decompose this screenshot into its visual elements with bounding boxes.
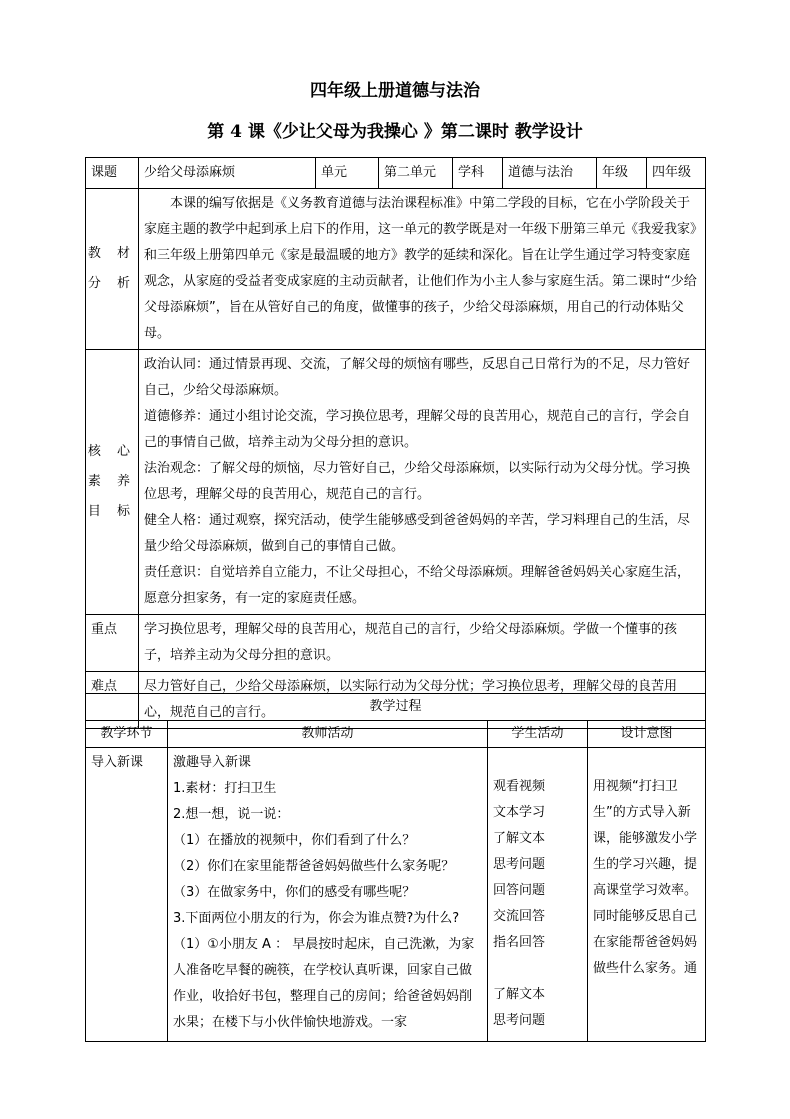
document-title: 四年级上册道德与法治 [310, 81, 480, 101]
core-goal-item: 道德修养：通过小组讨论交流，学习换位思考，理解父母的良苦用心，规范自己的言行，学会自己的事情自己做，培养主动为父母分担的意识。 [144, 409, 691, 450]
process-header: 教学过程 [86, 694, 706, 721]
label-topic: 课题 [86, 158, 139, 189]
design-intent: 用视频“打扫卫生”的方式导入新课，能够激发小学生的学习兴趣，提高课堂学习效率。同时能够反思自己在家能帮爸爸妈妈做些什么家务。通 [588, 748, 706, 1042]
teacher-line: （3）在做家务中，你们的感受有哪些呢？ [173, 885, 416, 900]
column-intent: 设计意图 [588, 721, 706, 748]
core-goal-item: 健全人格：通过观察，探究活动，使学生能够感受到爸爸妈妈的辛苦，学习料理自己的生活，尽量少给父母添麻烦，做到自己的事情自己做。 [144, 513, 691, 554]
core-goal-item: 责任意识：自觉培养自立能力，不让父母担心，不给父母添麻烦。理解爸爸妈妈关心家庭生活，愿意分担家务，有一定的家庭责任感。 [144, 565, 691, 606]
teacher-line: （1）在播放的视频中，你们看到了什么？ [173, 833, 416, 848]
label-unit: 单元 [316, 158, 379, 189]
teacher-line: 1.素材：打扫卫生 [173, 781, 277, 796]
key-point-label: 重点 [86, 615, 139, 672]
analysis-text: 本课的编写依据是《义务教育道德与法治课程标准》中第二学段的目标，它在小学阶段关于家庭主题的教学中起到承上启下的作用，这一单元的教学既是对一年级下册第三单元《我爱我家》和三年级上册第四单元《家是最温暖的地方》教学的延续和深化。旨在让学生通过学习特变家庭观念，从家庭的受益者变成家庭的主动贡献者，让他们作为小主人参与家庭生活。第二课时“少给父母添麻烦”，旨在从管好自己的角度，做懂事的孩子，少给父母添麻烦，用自己的行动体贴父母。 [139, 189, 706, 350]
difficult-point-text: 尽力管好自己，少给父母添麻烦，以实际行动为父母分忧；学习换位思考，理解父母的良苦用心，规范自己的言行。 [139, 672, 706, 729]
column-student: 学生活动 [488, 721, 588, 748]
teacher-line: （1）①小朋友 A ： 早晨按时起床，自己洗漱，为家人准备吃早餐的碗筷，在学校认真听课，回家自己做作业，收拾好书包，整理自己的房间；给爸爸妈妈削水果；在楼下与小伙伴愉快地游戏。一家 [173, 937, 475, 1030]
teaching-process-table [85, 693, 706, 1042]
subject-value: 道德与法治 [503, 158, 597, 189]
unit-value: 第二单元 [379, 158, 453, 189]
teacher-line: （2）你们在家里能帮爸爸妈妈做些什么家务呢？ [173, 859, 455, 874]
core-goal-item: 法治观念：了解父母的烦恼，尽力管好自己，少给父母添麻烦，以实际行动为父母分忧。学习换位思考，理解父母的良苦用心，规范自己的言行。 [144, 461, 691, 502]
teacher-line: 3.下面两位小朋友的行为，你会为谁点赞?为什么? [173, 911, 460, 926]
column-teacher: 教师活动 [168, 721, 488, 748]
label-grade: 年级 [597, 158, 647, 189]
core-goals [139, 350, 706, 615]
student-activity: 观看视频 文本学习 了解文本 思考问题 回答问题 交流回答 指名回答 了解文本 思考问题 [488, 748, 588, 1042]
topic-value: 少给父母添麻烦 [139, 158, 316, 189]
grade-value: 四年级 [647, 158, 706, 189]
stage-name: 导入新课 [86, 748, 168, 1042]
lesson-title: 第 4 课《少让父母为我操心 》第二课时 教学设计 [207, 122, 583, 142]
label-subject: 学科 [453, 158, 503, 189]
key-point-text: 学习换位思考，理解父母的良苦用心，规范自己的言行，少给父母添麻烦。学做一个懂事的孩子，培养主动为父母分担的意识。 [139, 615, 706, 672]
lesson-info-table [85, 157, 706, 729]
teacher-activity [168, 748, 488, 1042]
teacher-line: 激趣导入新课 [173, 755, 252, 770]
analysis-label: 教 材 分 析 [86, 189, 139, 350]
difficult-point-label: 难点 [86, 672, 139, 729]
core-label: 核 心 素 养 目 标 [86, 350, 139, 615]
teacher-line: 2.想一想，说一说： [173, 807, 290, 822]
core-goal-item: 政治认同：通过情景再现、交流，了解父母的烦恼有哪些，反思自己日常行为的不足，尽力管好自己，少给父母添麻烦。 [144, 357, 691, 398]
column-stage: 教学环节 [86, 721, 168, 748]
